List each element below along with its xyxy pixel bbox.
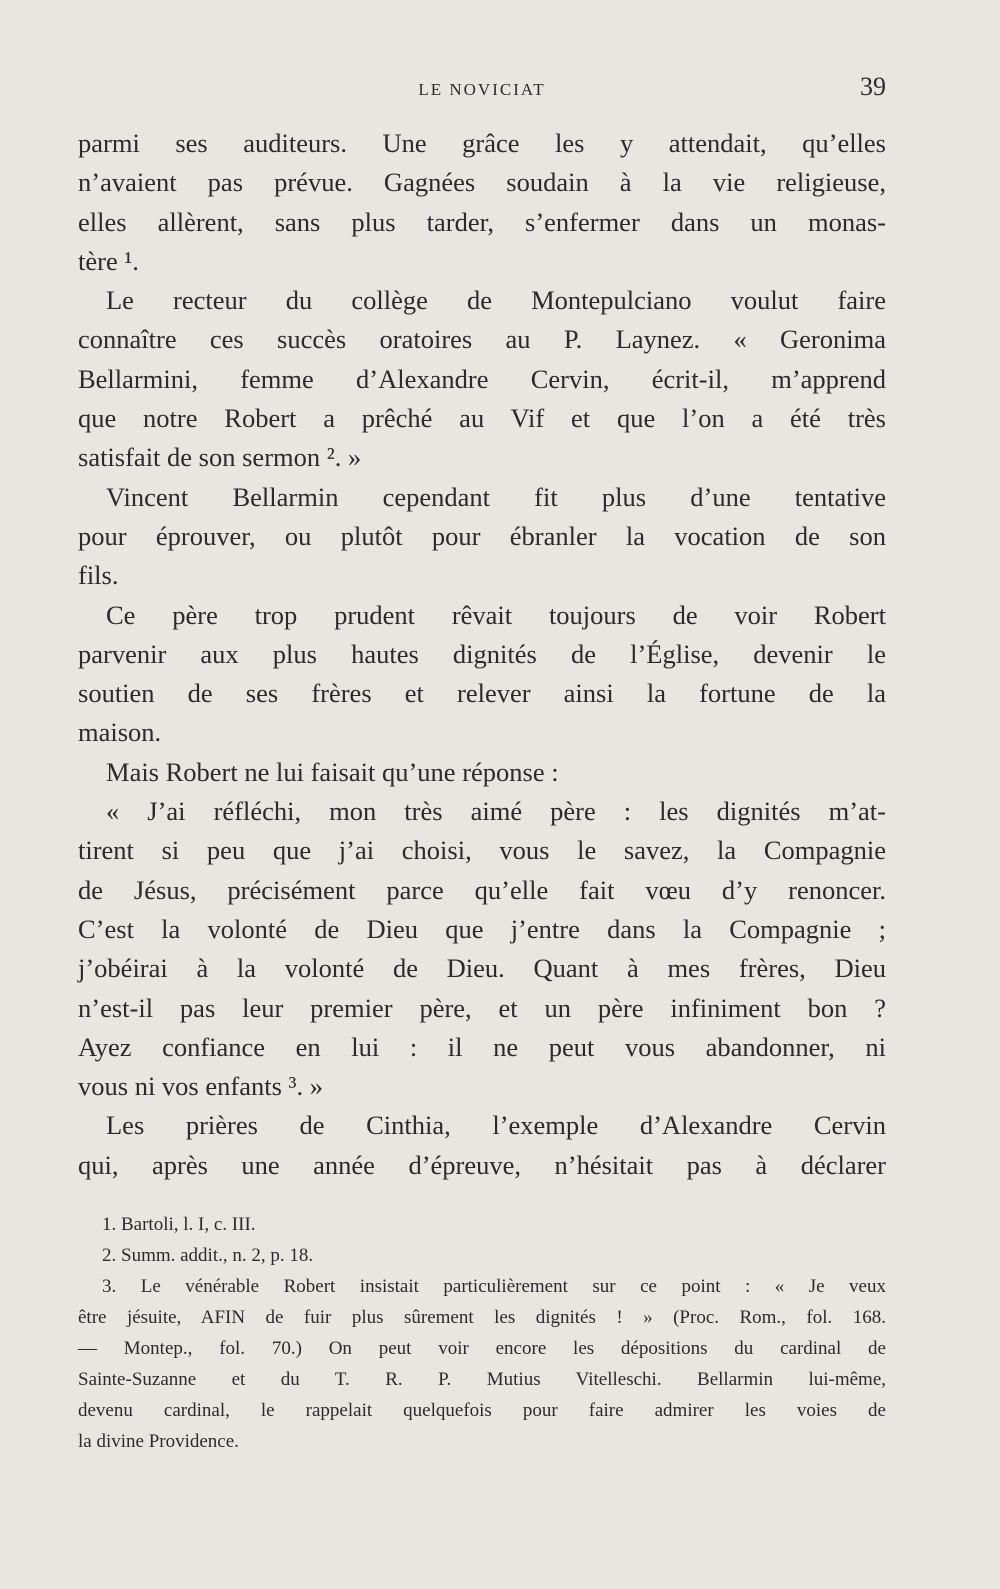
page-header [78,72,886,108]
text-line: « J’ai réfléchi, mon très aimé père : les dignités m’at- [106,796,886,827]
text-line: qui, après une année d’épreuve, n’hésitait pas à déclarer [78,1149,886,1180]
running-title: LE NOVICIAT [418,80,546,99]
text-line: parvenir aux plus hautes dignités de l’Église, devenir le [78,638,886,669]
text-line: satisfait de son sermon ². » [78,442,362,473]
footnote-line: la divine Providence. [78,1431,239,1452]
text-line: de Jésus, précisément parce qu’elle fait vœu d’y renoncer. [78,874,886,905]
text-line: Ce père trop prudent rêvait toujours de voir Robert [106,599,886,630]
text-line: C’est la volonté de Dieu que j’entre dans la Compagnie ; [78,913,886,944]
text-line: Ayez confiance en lui : il ne peut vous abandonner, ni [78,1031,886,1062]
text-line: Bellarmini, femme d’Alexandre Cervin, écrit-il, m’apprend [78,363,886,394]
text-line: Vincent Bellarmin cependant fit plus d’une tentative [106,481,886,512]
text-line: pour éprouver, ou plutôt pour ébranler la vocation de son [78,520,886,551]
text-line: connaître ces succès oratoires au P. Laynez. « Geronima [78,324,886,355]
footnote-line: 3. Le vénérable Robert insistait particulièrement sur ce point : « Je veux [102,1276,886,1297]
main-text [78,124,886,1185]
footnote-line: — Montep., fol. 70.) On peut voir encore les dépositions du cardinal de [78,1338,886,1359]
footnotes [78,1209,886,1457]
footnote-line: être jésuite, AFIN de fuir plus sûrement les dignités ! » (Proc. Rom., fol. 168. [78,1307,886,1328]
footnote-line: Sainte-Suzanne et du T. R. P. Mutius Vitelleschi. Bellarmin lui-même, [78,1369,886,1390]
text-line: Mais Robert ne lui faisait qu’une réponse : [106,756,559,787]
text-line: Les prières de Cinthia, l’exemple d’Alexandre Cervin [106,1110,886,1141]
text-line: vous ni vos enfants ³. » [78,1071,323,1102]
text-line: n’avaient pas prévue. Gagnées soudain à la vie religieuse, [78,167,886,198]
footnote-line: 2. Summ. addit., n. 2, p. 18. [102,1245,314,1266]
text-line: elles allèrent, sans plus tarder, s’enfermer dans un monas- [78,206,886,237]
text-line: que notre Robert a prêché au Vif et que l’on a été très [78,403,886,434]
text-line: soutien de ses frères et relever ainsi la fortune de la [78,678,886,709]
text-line: maison. [78,717,162,748]
page-number: 39 [860,72,886,101]
text-line: n’est-il pas leur premier père, et un père infiniment bon ? [78,992,886,1023]
footnote-line: devenu cardinal, le rappelait quelquefois pour faire admirer les voies de [78,1400,886,1421]
text-line: parmi ses auditeurs. Une grâce les y attendait, qu’elles [78,128,886,158]
text-line: Le recteur du collège de Montepulciano voulut faire [106,285,886,316]
text-line: tère ¹. [78,245,139,276]
text-line: fils. [78,560,119,591]
text-line: tirent si peu que j’ai choisi, vous le savez, la Compagnie [78,835,886,866]
text-line: j’obéirai à la volonté de Dieu. Quant à mes frères, Dieu [78,953,886,984]
footnote-line: 1. Bartoli, l. I, c. III. [102,1214,256,1235]
